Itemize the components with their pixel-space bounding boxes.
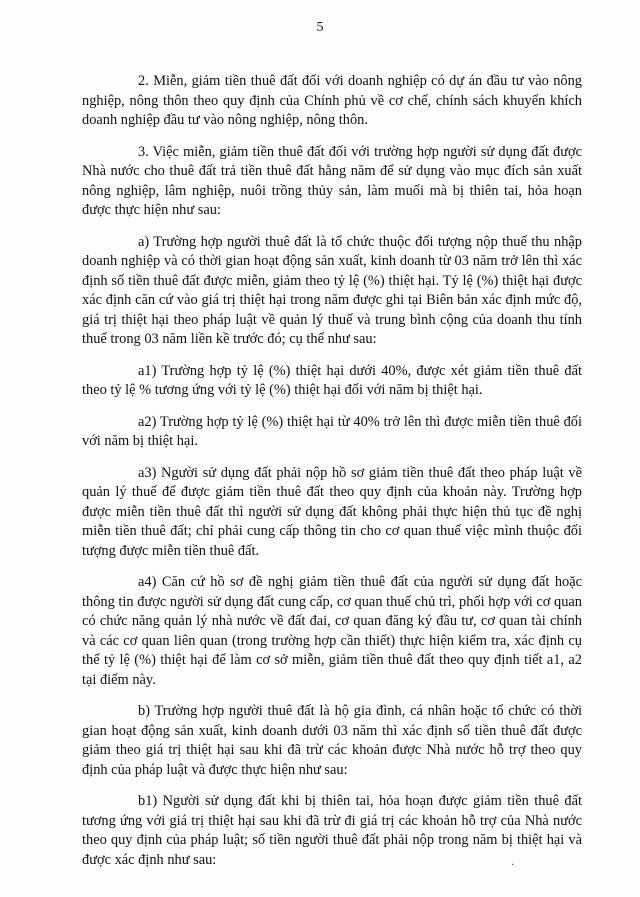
page-number: 5	[316, 20, 324, 35]
paragraph-point-a1: a1) Trường hợp tỷ lệ (%) thiệt hại dưới 40%, được xét giảm tiền thuê đất theo tỷ lệ % tương ứng với tỷ lệ (%) thiệt hại đối với năm bị thiệt hại.	[82, 362, 582, 398]
paragraph-point-a2: a2) Trường hợp tỷ lệ (%) thiệt hại từ 40% trở lên thì được miễn tiền thuê đối với năm bị thiệt hại.	[82, 413, 582, 449]
paragraph-item-2: 2. Miễn, giảm tiền thuê đất đối với doanh nghiệp có dự án đầu tư vào nông nghiệp, nông thôn theo quy định của Chính phủ về cơ chế, chính sách khuyến khích doanh nghiệp đầu tư vào nông nghiệp, nông thôn.	[82, 73, 582, 128]
paragraph-point-a3: a3) Người sử dụng đất phải nộp hồ sơ giảm tiền thuê đất theo pháp luật về quản lý thuế để được giảm tiền thuê đất theo quy định của khoản này. Trường hợp được miễn tiền thuê đất thì người sử dụng đất không phải thực hiện thủ tục đề nghị miễn tiền thuê đất; chỉ phải cung cấp thông tin cho cơ quan thuế việc mình thuộc đối tượng được miễn tiền thuê đất.	[82, 464, 582, 559]
paragraph-point-b: b) Trường hợp người thuê đất là hộ gia đình, cá nhân hoặc tổ chức có thời gian hoạt động sản xuất, kinh doanh dưới 03 năm thì xác định số tiền thuê đất được giảm theo giá trị thiệt hại sau khi đã trừ các khoản được Nhà nước hỗ trợ theo quy định của pháp luật và được thực hiện như sau:	[82, 703, 582, 778]
document-body	[82, 72, 582, 882]
paragraph-point-a: a) Trường hợp người thuê đất là tổ chức thuộc đối tượng nộp thuế thu nhập doanh nghiệp và có thời gian hoạt động sản xuất, kinh doanh từ 03 năm trở lên thì xác định số tiền thuê đất được miễn, giảm theo tỷ lệ (%) thiệt hại. Tỷ lệ (%) thiệt hại được xác định căn cứ vào giá trị thiệt hại trong năm được ghi tại Biên bản xác định mức độ, giá trị thiệt hại theo pháp luật về quản lý thuế và trung bình cộng của doanh thu tính thuế trong 03 năm liền kề trước đó; cụ thể như sau:	[82, 233, 582, 347]
paragraph-point-b1: b1) Người sử dụng đất khi bị thiên tai, hỏa hoạn được giảm tiền thuê đất tương ứng với giá trị thiệt hại sau khi đã trừ đi giá trị các khoản hỗ trợ của Nhà nước theo quy định của pháp luật; số tiền người thuê đất phải nộp trong năm bị thiệt hại và được xác định như sau:	[82, 793, 582, 868]
scan-speck: ·	[511, 860, 515, 871]
paragraph-item-3: 3. Việc miễn, giảm tiền thuê đất đối với trường hợp người sử dụng đất được Nhà nước cho thuê đất trả tiền thuê đất hằng năm để sử dụng vào mục đích sản xuất nông nghiệp, lâm nghiệp, nuôi trồng thủy sản, làm muối mà bị thiên tai, hỏa hoạn được thực hiện như sau:	[82, 143, 582, 218]
paragraph-point-a4: a4) Căn cứ hồ sơ đề nghị giảm tiền thuê đất của người sử dụng đất hoặc thông tin được người sử dụng đất cung cấp, cơ quan thuế chủ trì, phối hợp với cơ quan có chức năng quản lý nhà nước về đất đai, cơ quan đăng ký đầu tư, cơ quan tài chính và các cơ quan liên quan (trong trường hợp cần thiết) thực hiện kiểm tra, xác định cụ thể tỷ lệ (%) thiệt hại để làm cơ sở miễn, giảm tiền thuê đất theo quy định tiết a1, a2 tại điểm này.	[82, 574, 582, 688]
